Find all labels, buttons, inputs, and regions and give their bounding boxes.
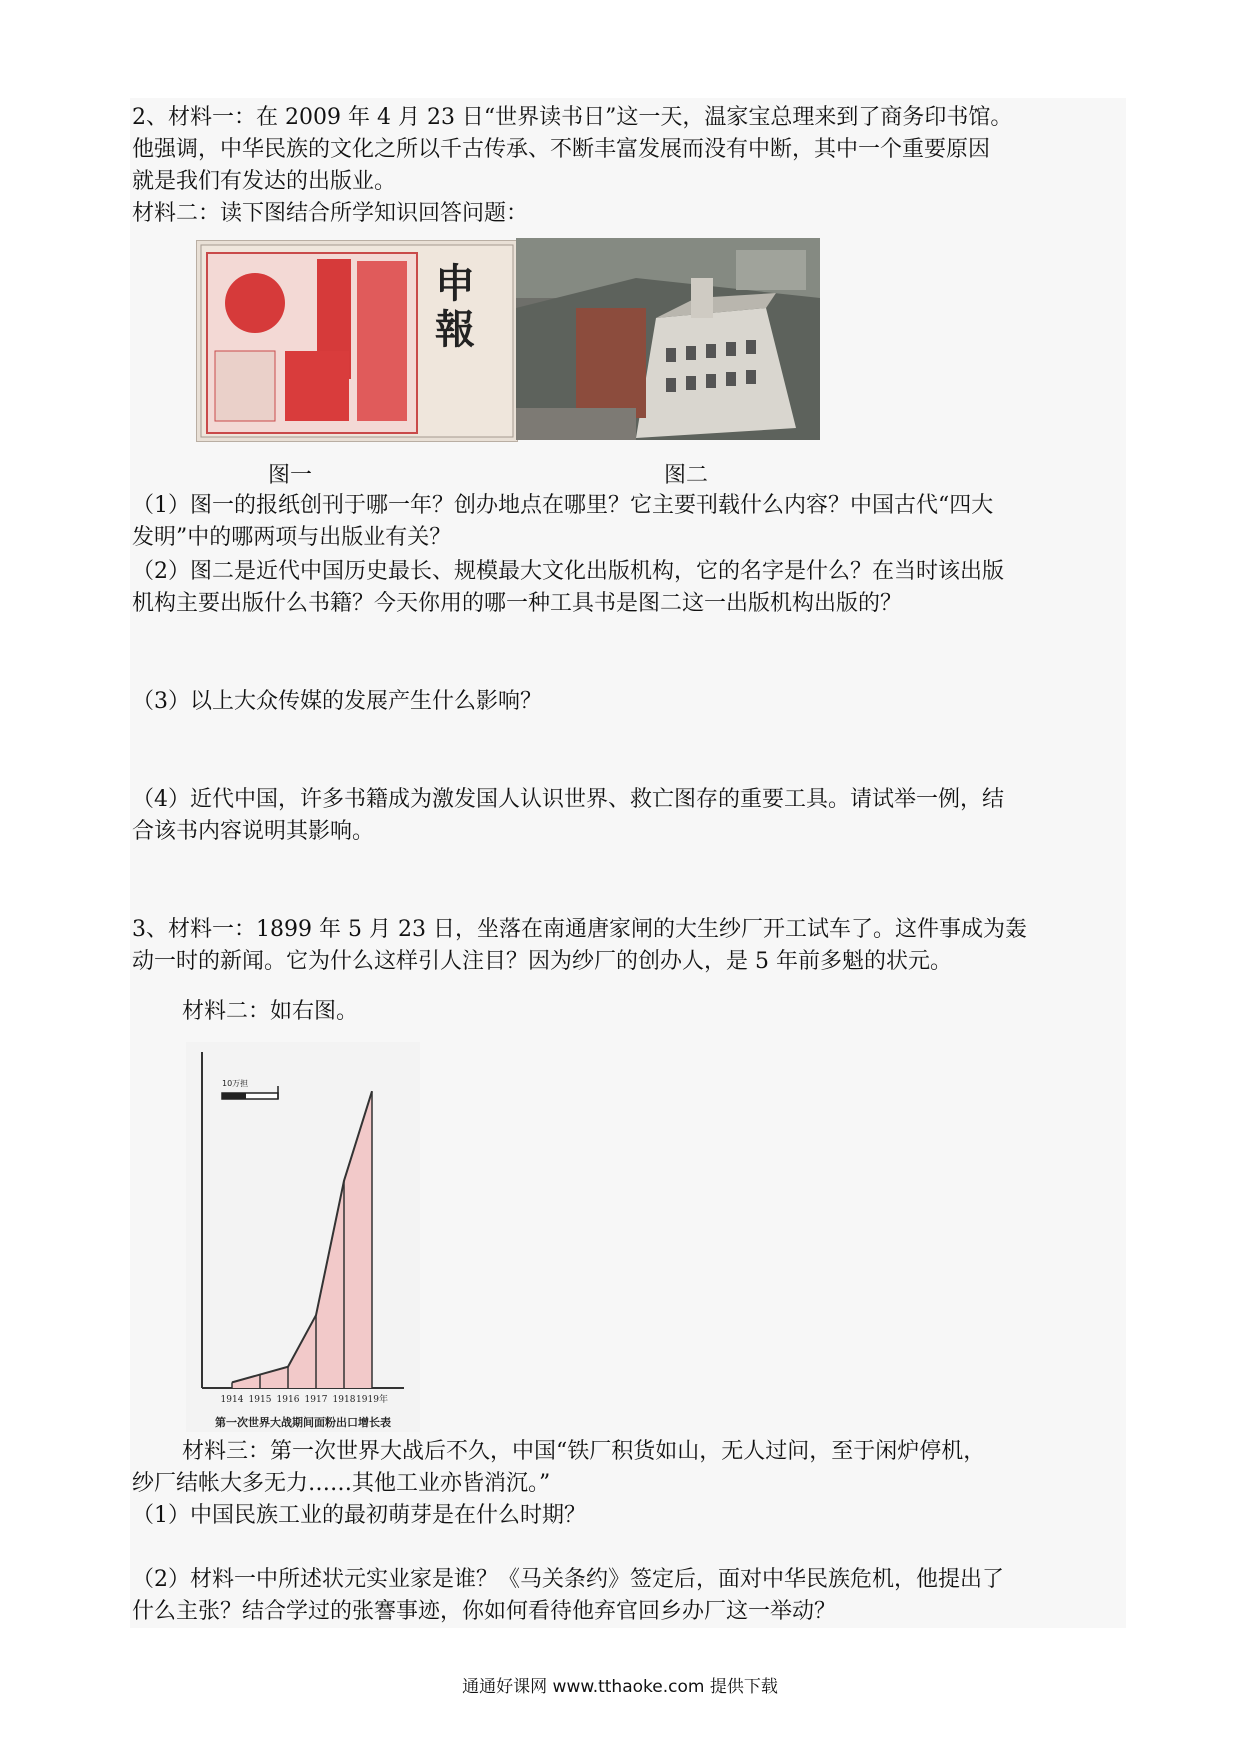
q2-sub1-line-2: 发明”中的哪两项与出版业有关？: [132, 525, 452, 550]
q3-material-3-line-2: 纱厂结帐大多无力……其他工业亦皆消沉。”: [132, 1471, 551, 1496]
q3-line-1: 3、材料一：1899 年 5 月 23 日，坐落在南通唐家闸的大生纱厂开工试车了。这件事成为轰: [132, 917, 1027, 942]
q3-line-2: 动一时的新闻。它为什么这样引人注目？因为纱厂的创办人，是 5 年前多魁的状元。: [132, 949, 952, 974]
q2-line-1: 2、材料一：在 2009 年 4 月 23 日“世界读书日”这一天，温家宝总理来到了商务印书馆。: [132, 105, 1013, 130]
q3-sub2-line-1: （2）材料一中所述状元实业家是谁？《马关条约》签定后，面对中华民族危机，他提出了: [132, 1567, 1005, 1592]
q3-sub1: （1）中国民族工业的最初萌芽是在什么时期？: [132, 1503, 586, 1528]
q2-material-2: 材料二：读下图结合所学知识回答问题：: [132, 201, 529, 226]
x-tick-label: 1915: [248, 1395, 272, 1405]
page-footer: 通通好课网 www.tthaoke.com 提供下载: [462, 1677, 778, 1697]
q2-sub2-line-2: 机构主要出版什么书籍？今天你用的哪一种工具书是图二这一出版机构出版的？: [132, 591, 903, 616]
x-tick-label: 1917: [304, 1395, 328, 1405]
unit-label: 10万担: [222, 1079, 249, 1088]
x-tick-label: 1914: [220, 1395, 244, 1405]
q2-sub2-line-1: （2）图二是近代中国历史最长、规模最大文化出版机构，它的名字是什么？在当时该出版: [132, 559, 1005, 584]
q3-sub2-line-2: 什么主张？结合学过的张謇事迹，你如何看待他弃官回乡办厂这一举动？: [132, 1599, 837, 1624]
x-tick-label: 1918: [332, 1395, 356, 1405]
figure-2-building-image: [516, 238, 820, 440]
area-fill: [232, 1091, 372, 1388]
chart-svg: [186, 1042, 420, 1432]
q2-line-3: 就是我们有发达的出版业。: [132, 169, 397, 194]
chart-title: 第一次世界大战期间面粉出口增长表: [215, 1416, 391, 1429]
q2-sub3: （3）以上大众传媒的发展产生什么影响？: [132, 689, 542, 714]
q2-line-2: 他强调，中华民族的文化之所以千古传承、不断丰富发展而没有中断，其中一个重要原因: [132, 137, 991, 162]
q3-material-3-line-1: 材料三：第一次世界大战后不久，中国“铁厂积货如山，无人过问，至于闲炉停机，: [182, 1439, 986, 1464]
figure-1-newspaper-image: [196, 240, 518, 442]
unit-scale: [222, 1078, 278, 1099]
q2-sub1-line-1: （1）图一的报纸创刊于哪一年？创办地点在哪里？它主要刊载什么内容？中国古代“四大: [132, 493, 994, 518]
newspaper-masthead: 申報: [435, 260, 475, 353]
q2-sub4-line-1: （4）近代中国，许多书籍成为激发国人认识世界、救亡图存的重要工具。请试举一例，结: [132, 787, 1005, 812]
figure-1-caption: 图一: [268, 463, 313, 488]
flour-export-chart: [186, 1042, 420, 1432]
figure-2-caption: 图二: [664, 463, 709, 488]
q2-sub4-line-2: 合该书内容说明其影响。: [132, 819, 375, 844]
x-tick-label: 1919年: [356, 1395, 388, 1405]
x-tick-label: 1916: [276, 1395, 300, 1405]
q3-material-2: 材料二：如右图。: [182, 999, 359, 1024]
